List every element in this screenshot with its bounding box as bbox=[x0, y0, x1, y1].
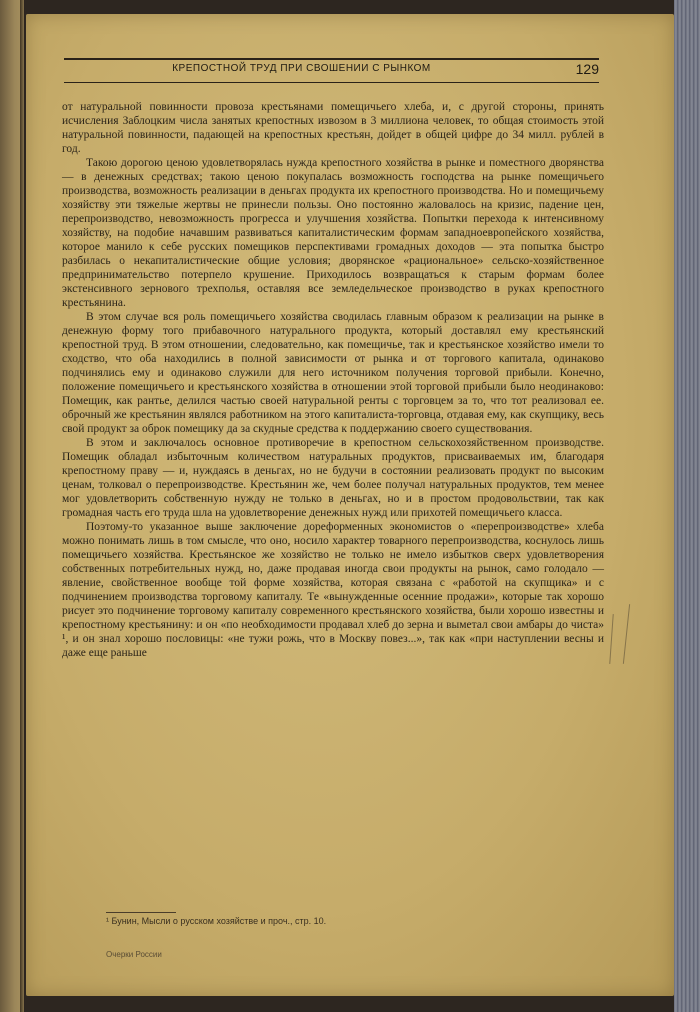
printer-signature: Очерки России bbox=[106, 950, 162, 959]
running-header bbox=[64, 58, 599, 83]
book-edge-right bbox=[674, 0, 700, 1012]
paragraph-2: Такою дорогою ценою удовлетворялась нужда крепостного хозяйства в рынке и поместного дворянства — в денежных средствах; такою ценою покупалась возможность господства на рынке помещичьего производства, возможность реализации в деньгах продукта их крепостного производства. Но и помещичьему хозяйству эти тяжелые жертвы не принесли пользы. Оно постоянно жаловалось на кризис, падение цен, перепроизводство, невозможность прогресса и улучшения хозяйства. Попытки перехода к интенсивному хозяйству, на подобие начавшим развиваться капиталистическим формам западноевропейского хозяйства, которое манило к себе русских помещиков перспективами громадных доходов — эта попытка быстро разбилась о некапиталистические общие условия; дворянское «рациональное» сельско-хозяйственное предпринимательство потерпело крушение. Приходилось возвращаться к старым формам более экстенсивного зернового трехполья, оставляя все земледельческое производство в руках крепостного крестьянина. bbox=[62, 157, 604, 309]
pencil-margin-mark bbox=[609, 614, 613, 664]
running-title: КРЕПОСТНОЙ ТРУД ПРИ СВОШЕНИИ С РЫНКОМ bbox=[172, 63, 431, 74]
footnote-rule bbox=[106, 912, 176, 913]
paragraph-4: В этом и заключалось основное противоречие в крепостном сельскохозяйственном производстве. Помещик обладал избыточным количеством натуральных продуктов, присваиваемых им, благодаря крепостному праву — и, нуждаясь в деньгах, но не будучи в состоянии реализовать продукт по высоким ценам, толковал о перепроизводстве. Крестьянин же, чем более получал натуральных продуктов, тем менее мог удовлетворить собственную нужду не только в деньгах, но и в простом продовольствии, так как громадная часть его труда шла на удовлетворение денежных нужд или прихотей помещичьего класса. bbox=[62, 437, 604, 519]
paragraph-5: Поэтому-то указанное выше заключение дореформенных экономистов о «перепроизводстве» хлеба можно понимать лишь в том смысле, что оно, носило характер товарного перепроизводства, коснулось лишь помещичьего хозяйства. Крестьянское же хозяйство не только не имело избытков сверх удовлетворения собственных потребительных нужд, но, даже продавая иногда свои продукты на рынок, само голодало — явление, свойственное вообще той форме хозяйства, которая связана с «работой на скупщика» и с подчинением производства торговому капиталу. Те «вынужденные осенние продажи», которые так хорошо рисует это подчинение торговому капиталу современного крестьянского хозяйства, были хорошо известны и крепостному крестьянину: и он «по необходимости продавал хлеб до зерна и выметал свои амбары до чиста» ¹, и он знал хорошо пословицы: «не тужи рожь, что в Москву повез...», так как «при наступлении весны и даже еще раньше bbox=[62, 521, 604, 659]
page-number: 129 bbox=[575, 61, 599, 77]
paragraph-3: В этом случае вся роль помещичьего хозяйства сводилась главным образом к реализации на рынке в денежную форму того прибавочного натурального продукта, который доставлял ему крестьянский крепостной труд. В этом отношении, следовательно, как помещичье, так и крестьянское хозяйство имели то сходство, что оба находились в полной зависимости от рынка и от торгового капитала, одинаково подчинялись ему и одинаково служили для него источником получения торговой прибыли. Конечно, положение помещичьего и крестьянского хозяйства в отношении этой торговой прибыли было неодинаково: Помещик, как рантье, делился частью своей натуральной ренты с торговцем за то, что тот реализовал ее. оброчный же крестьянин являлся работником на этого капиталиста-торговца, отдавая ему, как скупщику, весь свой продукт за оброк помещику да за скудные средства к поддержанию своего существования. bbox=[62, 311, 604, 435]
book-page bbox=[26, 14, 674, 996]
page-body bbox=[62, 100, 604, 660]
pencil-margin-mark bbox=[623, 604, 630, 664]
paragraph-1: от натуральной повинности провоза крестьянами помещичьего хлеба, и, с другой стороны, принять исчисления Заблоцким числа занятых крепостных извозом в 3 миллиона человек, то общая стоимость этой натуральной повинности, падающей на крепостных крестьян, дойдет в общей цифре до 34 милл. рублей в год. bbox=[62, 101, 604, 155]
footnote: ¹ Бунин, Мысли о русском хозяйстве и проч., стр. 10. bbox=[106, 916, 327, 926]
